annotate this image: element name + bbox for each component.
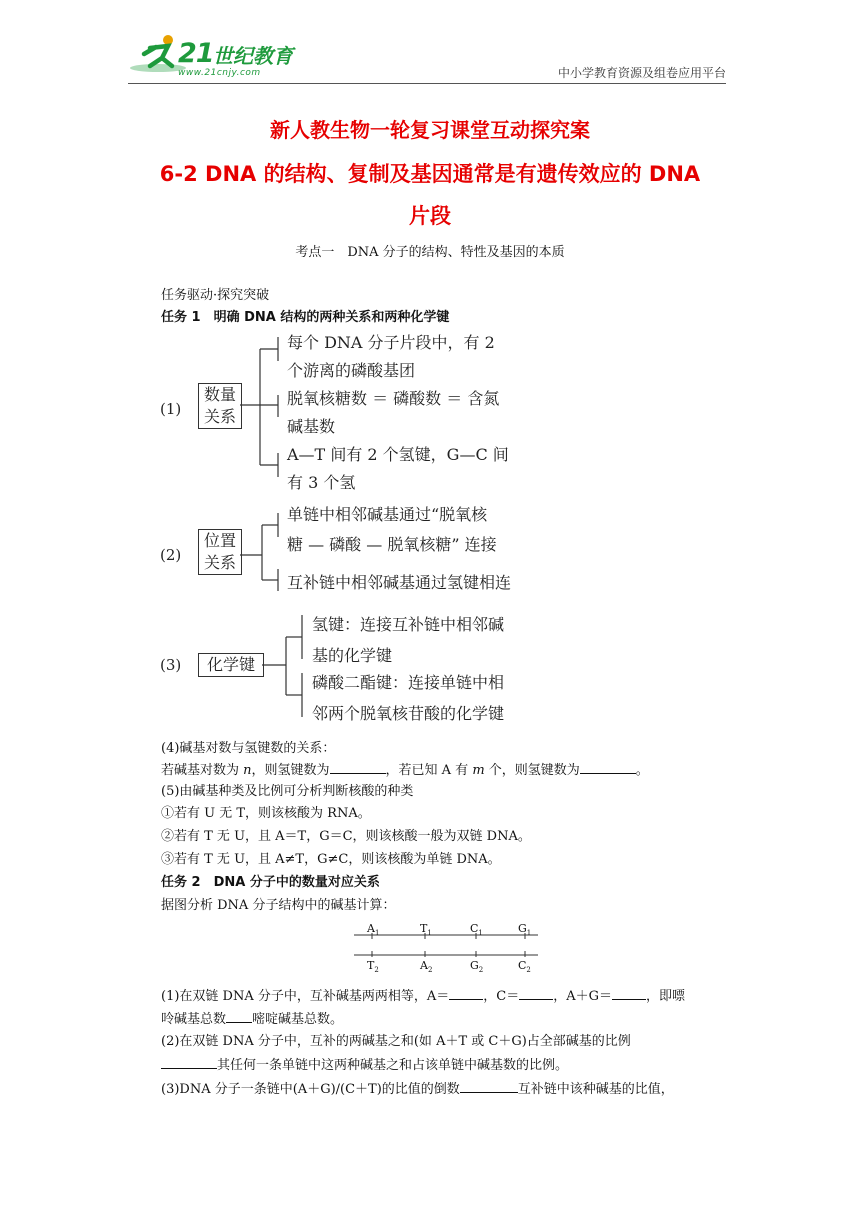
group1-number: (1) bbox=[160, 400, 182, 418]
platform-name: 中小学教育资源及组卷应用平台 bbox=[557, 66, 726, 80]
logo-text: 世纪教育 bbox=[213, 44, 293, 68]
base-bottom-3: $G_2$ bbox=[470, 959, 484, 975]
page-title: 新人教生物一轮复习课堂互动探究案 bbox=[270, 118, 590, 142]
p5-rule2: ②若有 T 无 U，且 A＝T，G＝C，则该核酸一般为双链 DNA。 bbox=[161, 829, 531, 844]
group3-box-line1: 化学键 bbox=[206, 655, 255, 674]
logo-number: 21 bbox=[178, 38, 214, 69]
section-label: 任务驱动·探究突破 bbox=[161, 288, 270, 303]
q1-text-d: ，即嘌 bbox=[646, 989, 686, 1004]
answer-blank[interactable] bbox=[226, 1010, 252, 1023]
q1-text-e: 呤碱基总数 bbox=[161, 1012, 227, 1027]
group3-item3: 磷酸二酯键：连接单链中相 bbox=[312, 673, 505, 692]
q1-text-f: 嘧啶碱基总数。 bbox=[252, 1012, 344, 1027]
group2-box bbox=[198, 529, 242, 575]
group2-item3: 互补链中相邻碱基通过氢键相连 bbox=[287, 573, 512, 592]
q3-text-a: (3)DNA 分子一条链中(A＋G)/(C＋T)的比值的倒数 bbox=[161, 1082, 460, 1097]
answer-blank[interactable] bbox=[330, 761, 386, 774]
answer-blank[interactable] bbox=[519, 987, 553, 1000]
group1-item1: 每个 DNA 分子片段中，有 2 bbox=[287, 333, 495, 352]
task1-heading: 任务 1 明确 DNA 结构的两种关系和两种化学键 bbox=[161, 310, 450, 325]
task2-heading: 任务 2 DNA 分子中的数量对应关系 bbox=[161, 875, 380, 890]
answer-blank[interactable] bbox=[161, 1056, 217, 1069]
group1-item6: 有 3 个氢 bbox=[287, 473, 356, 492]
p4-title: (4)碱基对数与氢键数的关系： bbox=[161, 741, 336, 756]
group1-item2: 个游离的磷酸基团 bbox=[287, 361, 416, 380]
base-top-3: $C_1$ bbox=[470, 922, 483, 938]
answer-blank[interactable] bbox=[580, 761, 636, 774]
group2-box-line2: 关系 bbox=[203, 553, 236, 572]
p4-var-m: m bbox=[472, 763, 485, 778]
section-topic: 考点一 DNA 分子的结构、特性及基因的本质 bbox=[295, 245, 565, 260]
page-subtitle-line1: 6-2 DNA 的结构、复制及基因通常是有遗传效应的 DNA bbox=[159, 162, 701, 186]
question-2: (2)在双链 DNA 分子中，互补的两碱基之和(如 A＋T 或 C＋G)占全部碱基的比例 bbox=[161, 1034, 631, 1049]
p5-rule3: ③若有 T 无 U，且 A≠T，G≠C，则该核酸为单链 DNA。 bbox=[161, 852, 501, 867]
q3-text-b: 互补链中该种碱基的比值， bbox=[517, 1082, 674, 1097]
question-3 bbox=[161, 1080, 674, 1099]
group2-number: (2) bbox=[160, 546, 182, 564]
logo-url: www.21cnjy.com bbox=[178, 68, 261, 78]
p4-text-d: 个，则氢键数为 bbox=[484, 763, 580, 778]
group3-item4: 邻两个脱氧核苷酸的化学键 bbox=[312, 704, 505, 723]
base-bottom-2: $A_2$ bbox=[420, 959, 433, 975]
question-1-cont bbox=[161, 1010, 343, 1029]
group1-item4: 碱基数 bbox=[287, 417, 336, 436]
group1-box-line2: 关系 bbox=[203, 407, 236, 426]
base-top-1: $A_1$ bbox=[367, 922, 380, 938]
group1-box bbox=[198, 383, 242, 429]
question-1 bbox=[161, 985, 727, 1008]
answer-blank[interactable] bbox=[449, 987, 483, 1000]
q1-text-c: ，A＋G＝ bbox=[553, 989, 612, 1004]
task2-intro: 据图分析 DNA 分子结构中的碱基计算： bbox=[161, 898, 396, 913]
group3-item2: 基的化学键 bbox=[312, 646, 393, 665]
p4-text-b: ，则氢键数为 bbox=[251, 763, 330, 778]
p5-title: (5)由碱基种类及比例可分析判断核酸的种类 bbox=[161, 784, 414, 799]
base-top-2: $T_1$ bbox=[420, 922, 432, 938]
group3-box bbox=[198, 653, 264, 677]
group1-item3: 脱氧核糖数 ＝ 磷酸数 ＝ 含氮 bbox=[287, 389, 500, 408]
p4-var-n: n bbox=[243, 763, 252, 778]
group2-box-line1: 位置 bbox=[203, 531, 236, 550]
group3-number: (3) bbox=[160, 656, 182, 674]
answer-blank[interactable] bbox=[460, 1080, 518, 1093]
base-bottom-4: $C_2$ bbox=[518, 959, 531, 975]
group3-item1: 氢键：连接互补链中相邻碱 bbox=[312, 615, 505, 634]
q1-text-b: ，C＝ bbox=[483, 989, 520, 1004]
q2-text-b: 其任何一条单链中这两种碱基之和占该单链中碱基数的比例。 bbox=[217, 1058, 569, 1073]
group1-item5: A—T 间有 2 个氢键，G—C 间 bbox=[287, 445, 509, 464]
p4-question bbox=[161, 761, 649, 780]
group2-item2: 糖 — 磷酸 — 脱氧核糖” 连接 bbox=[287, 535, 497, 554]
question-2-cont bbox=[161, 1056, 568, 1075]
base-bottom-1: $T_2$ bbox=[367, 959, 379, 975]
p4-text-a: 若碱基对数为 bbox=[161, 763, 244, 778]
answer-blank[interactable] bbox=[612, 987, 646, 1000]
q1-text-a: (1)在双链 DNA 分子中，互补碱基两两相等，A＝ bbox=[161, 989, 450, 1004]
p4-text-e: 。 bbox=[635, 763, 649, 778]
base-top-4: $G_1$ bbox=[518, 922, 532, 938]
p5-rule1: ①若有 U 无 T，则该核酸为 RNA。 bbox=[161, 806, 371, 821]
group1-box-line1: 数量 bbox=[203, 385, 236, 404]
page-subtitle-line2: 片段 bbox=[409, 204, 451, 228]
header-divider bbox=[128, 83, 726, 84]
group2-item1: 单链中相邻碱基通过“脱氧核 bbox=[287, 505, 488, 524]
p4-text-c: ，若已知 A 有 bbox=[385, 763, 473, 778]
